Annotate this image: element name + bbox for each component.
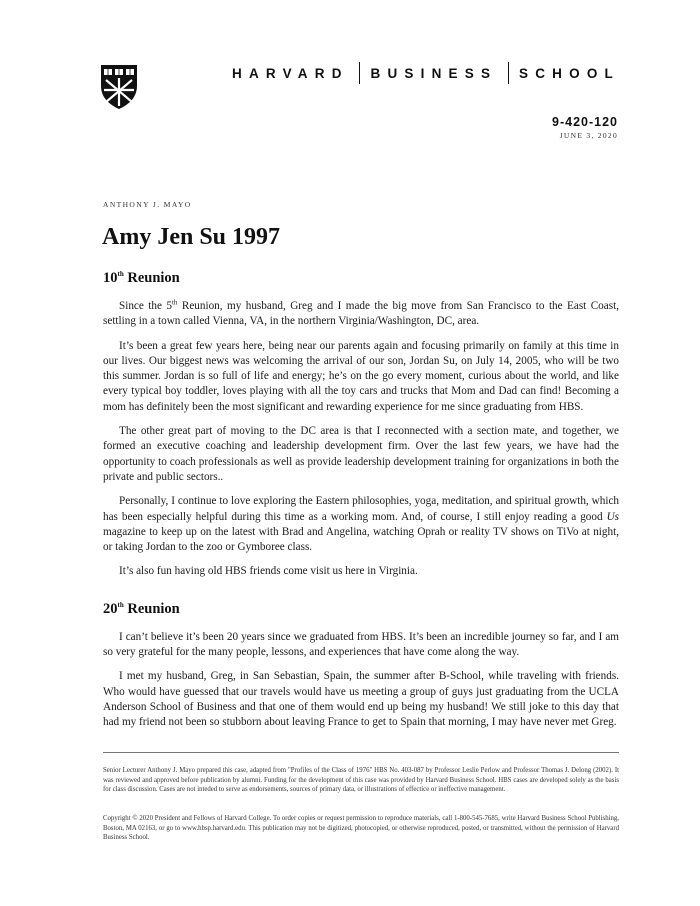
hbs-shield-icon	[100, 64, 138, 110]
paragraph: Personally, I continue to love exploring the Eastern philosophies, yoga, meditation, and spiritual growth, which has been especially helpful during this time as a working mom. And, of course, I still enjoy reading a good Us magazine to keep up on the latest with Brad and Angelina, watching Oprah or reality TV shows on TiVo at night, or taking Jordan to the zoo or Gymboree class.	[103, 495, 619, 554]
paragraph: It’s been a great few years here, being near our parents again and focusing primarily on family at this time in our lives. Our biggest news was welcoming the arrival of our son, Jordan Su, on July 14, 2005, who will be two this summer. Jordan is so full of life and energy; he’s on the go every moment, curious about the world, and like every typical boy toddler, loves playing with all the toy cars and trucks that Mom and Dad can find! Becoming a mom has definitely been the most significant and rewarding experience for me since graduating from HBS.	[103, 339, 619, 413]
paragraph: The other great part of moving to the DC area is that I reconnected with a section mate, and together, we formed an executive coaching and leadership development firm. Over the last few years, we have had the opportunity to coach professionals as well as provide leadership development training for organizations in both the private and public sectors..	[103, 425, 619, 483]
heading-ordinal: th	[117, 600, 124, 609]
paragraph: I met my husband, Greg, in San Sebastian, Spain, the summer after B-School, while traveling with friends. Who would have guessed that our travels would have us meeting a group of guys just graduating from the UCLA Anderson School of Business and that one of them would end up being my husband! We still joke to this day that had my friend not been so stubborn about leaving France to get to Spain that morning, I may have never met Greg.	[103, 670, 619, 729]
case-date: JUNE 3, 2020	[559, 131, 618, 140]
paragraph: It’s also fun having old HBS friends come visit us here in Virginia.	[119, 565, 418, 578]
wordmark-divider	[359, 62, 360, 84]
wordmark-harvard: HARVARD	[232, 65, 349, 81]
footnote-divider	[103, 752, 619, 753]
case-body	[103, 270, 619, 740]
heading-number: 20	[103, 600, 118, 617]
school-wordmark	[232, 62, 620, 84]
paragraph: I can’t believe it’s been 20 years since we graduated from HBS. It’s been an incredible journey so far, and I am so very grateful for the many people, lessons, and experiences that have come along the way.	[103, 630, 619, 659]
section-heading-20th-reunion	[103, 601, 619, 618]
heading-text: Reunion	[123, 600, 180, 617]
copyright-note: Copyright © 2020 President and Fellows of Harvard College. To order copies or request permission to reproduce materials, call 1-800-545-7685, write Harvard Business School Publishing, Boston, MA 02163, or go to www.hbsp.harvard.edu. This publication may not be digitized, photocopied, or otherwise reproduced, posted, or transmitted, without the permission of Harvard Business School.	[103, 815, 619, 842]
wordmark-divider	[508, 62, 509, 84]
heading-text: Reunion	[123, 270, 180, 286]
case-number: 9-420-120	[552, 115, 618, 129]
paragraph: Since the 5th Reunion, my husband, Greg and I made the big move from San Francisco to the East Coast, settling in a town called Vienna, VA, in the northern Virginia/Washington, DC, area.	[103, 298, 620, 328]
wordmark-school: SCHOOL	[519, 65, 620, 81]
heading-number: 10	[103, 270, 118, 286]
author-name: ANTHONY J. MAYO	[103, 200, 192, 209]
case-attribution-note: Senior Lecturer Anthony J. Mayo prepared this case, adapted from "Profiles of the Class of 1976" HBS No. 403-087 by Professor Leslie Perlow and Professor Thomas J. Delong (2002). It was reviewed and approved before publication by alumni. Funding for the development of this case was provided by Harvard Business School. HBS cases are developed solely as the basis for class discussion. Cases are not inteded to serve as endorsements, sources of primary data, or illustrations of effectice or ineffective management.	[103, 767, 619, 794]
heading-ordinal: th	[117, 270, 124, 279]
wordmark-business: BUSINESS	[370, 65, 498, 81]
section-heading-10th-reunion	[103, 270, 619, 287]
page-title: Amy Jen Su 1997	[102, 224, 281, 250]
